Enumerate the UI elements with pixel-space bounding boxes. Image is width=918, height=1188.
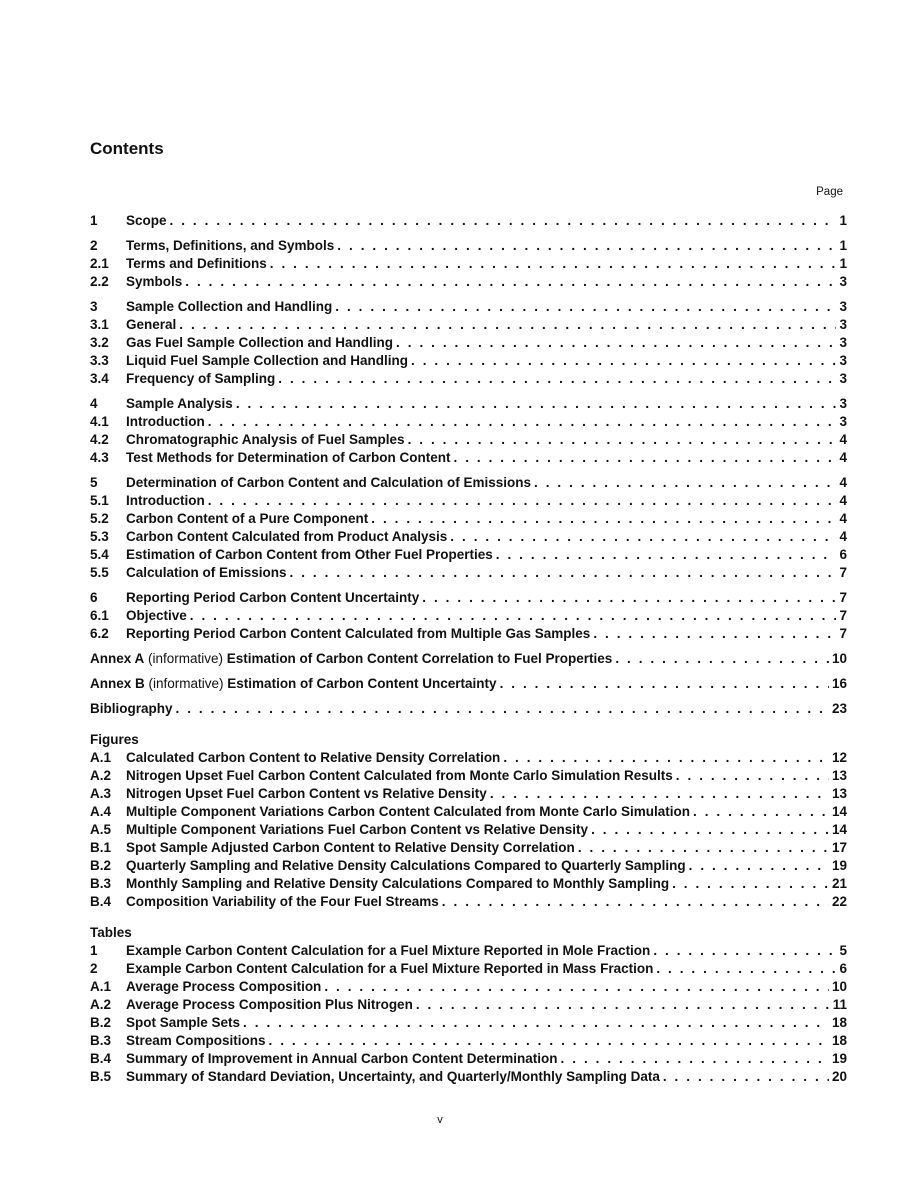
toc-entry-number: 5.4: [90, 547, 109, 562]
toc-entry[interactable]: [90, 607, 847, 625]
toc-entry-page: 14: [831, 804, 847, 819]
toc-entry[interactable]: [90, 510, 847, 528]
page-title: Contents: [90, 139, 164, 158]
toc-entry[interactable]: [90, 431, 847, 449]
toc-entry-title: Objective: [126, 608, 187, 623]
table-of-contents: [90, 212, 847, 1099]
toc-entry-page: 13: [831, 768, 847, 783]
figures-heading: Figures: [90, 732, 139, 747]
toc-entry-number: A.1: [90, 979, 112, 994]
toc-entry[interactable]: [90, 589, 847, 607]
toc-entry[interactable]: [90, 857, 847, 875]
toc-entry-title: Multiple Component Variations Carbon Content Calculated from Monte Carlo Simulation: [126, 804, 691, 819]
toc-entry-number: 5: [90, 475, 98, 490]
dot-leader: [185, 273, 836, 291]
dot-leader: [593, 625, 836, 643]
toc-entry-number: A.4: [90, 804, 112, 819]
toc-entry-page: 7: [839, 590, 847, 605]
toc-bibliography-group: [90, 700, 847, 718]
toc-entry-title: Example Carbon Content Calculation for a Fuel Mixture Reported in Mass Fraction: [126, 961, 654, 976]
toc-entry-title: Test Methods for Determination of Carbon Content: [126, 450, 451, 465]
dot-leader: [615, 650, 829, 668]
toc-entry-page: 19: [831, 1051, 847, 1066]
toc-entry[interactable]: [90, 546, 847, 564]
toc-entry-page: 16: [831, 676, 847, 691]
dot-leader: [208, 492, 837, 510]
toc-entry-number: 2.2: [90, 274, 109, 289]
toc-entry-number: 5.3: [90, 529, 109, 544]
toc-entry-page: 3: [839, 353, 847, 368]
toc-section-group: [90, 395, 847, 467]
toc-entry[interactable]: [90, 413, 847, 431]
toc-entry-title: Sample Collection and Handling: [126, 299, 333, 314]
toc-entry-page: 3: [839, 414, 847, 429]
toc-entry-page: 4: [839, 450, 847, 465]
toc-annex-group: [90, 675, 847, 693]
toc-entry[interactable]: [90, 212, 847, 230]
toc-entry-title: Average Process Composition: [126, 979, 322, 994]
toc-entry-number: B.1: [90, 840, 112, 855]
toc-entry-number: 3.3: [90, 353, 109, 368]
toc-entry-page: 4: [839, 529, 847, 544]
toc-entry-number: 3.1: [90, 317, 109, 332]
dot-leader: [416, 996, 830, 1014]
toc-entry-number: 2: [90, 238, 98, 253]
toc-entry-title: [90, 650, 612, 668]
toc-entry[interactable]: [90, 564, 847, 582]
toc-entry-number: 4.2: [90, 432, 109, 447]
toc-entry-title: Calculation of Emissions: [126, 565, 287, 580]
dot-leader: [490, 785, 829, 803]
toc-entry-title: Gas Fuel Sample Collection and Handling: [126, 335, 394, 350]
toc-entry-title: Stream Compositions: [126, 1033, 266, 1048]
toc-entry-title: Example Carbon Content Calculation for a Fuel Mixture Reported in Mole Fraction: [126, 943, 651, 958]
toc-entry-title: Chromatographic Analysis of Fuel Samples: [126, 432, 405, 447]
toc-entry[interactable]: [90, 978, 847, 996]
toc-entry[interactable]: [90, 370, 847, 388]
annex-label: Annex A: [90, 651, 145, 666]
toc-entry[interactable]: [90, 237, 847, 255]
toc-entry-number: 4: [90, 396, 98, 411]
toc-entry-page: 6: [839, 961, 847, 976]
toc-entry[interactable]: [90, 942, 847, 960]
toc-entry-title: Average Process Composition Plus Nitrogen: [126, 997, 413, 1012]
toc-entry-page: 4: [839, 475, 847, 490]
toc-entry[interactable]: [90, 528, 847, 546]
toc-entry-number: B.4: [90, 1051, 112, 1066]
toc-entry-page: 17: [831, 840, 847, 855]
toc-entry-page: 12: [831, 750, 847, 765]
toc-entry[interactable]: [90, 1068, 847, 1086]
dot-leader: [653, 942, 836, 960]
dot-leader: [672, 875, 829, 893]
toc-entry[interactable]: [90, 1050, 847, 1068]
page-column-label: Page: [816, 186, 843, 198]
toc-entry[interactable]: [90, 625, 847, 643]
dot-leader: [411, 352, 836, 370]
toc-entry-page: 10: [831, 651, 847, 666]
toc-entry-page: 3: [839, 335, 847, 350]
toc-entry[interactable]: [90, 996, 847, 1014]
toc-entry-title: Symbols: [126, 274, 183, 289]
dot-leader: [243, 1014, 829, 1032]
toc-entry-page: 18: [831, 1033, 847, 1048]
toc-entry[interactable]: [90, 675, 847, 693]
toc-entry-page: 19: [831, 858, 847, 873]
toc-entry-title: Spot Sample Sets: [126, 1015, 241, 1030]
dot-leader: [290, 564, 837, 582]
toc-entry[interactable]: [90, 803, 847, 821]
dot-leader: [396, 334, 836, 352]
dot-leader: [500, 675, 829, 693]
toc-entry-page: 3: [839, 371, 847, 386]
toc-entry-title: Reporting Period Carbon Content Calculated from Multiple Gas Samples: [126, 626, 591, 641]
toc-entry-page: 21: [831, 876, 847, 891]
toc-section-group: [90, 474, 847, 582]
toc-entry-title: Nitrogen Upset Fuel Carbon Content Calculated from Monte Carlo Simulation Results: [126, 768, 673, 783]
dot-leader: [503, 749, 829, 767]
toc-entry-page: 20: [831, 1069, 847, 1084]
toc-entry-title: Bibliography: [90, 701, 173, 716]
toc-entry-number: 3.2: [90, 335, 109, 350]
toc-entry[interactable]: [90, 1014, 847, 1032]
dot-leader: [693, 803, 829, 821]
toc-entry-number: B.3: [90, 1033, 112, 1048]
toc-entry-page: 3: [839, 396, 847, 411]
dot-leader: [591, 821, 829, 839]
toc-entry-title: Reporting Period Carbon Content Uncertainty: [126, 590, 420, 605]
footer-page-number: v: [437, 1114, 443, 1126]
dot-leader: [324, 978, 829, 996]
dot-leader: [561, 1050, 829, 1068]
toc-entry-number: 6: [90, 590, 98, 605]
toc-entry-title: Frequency of Sampling: [126, 371, 276, 386]
annex-note: (informative): [144, 651, 227, 666]
toc-entry-number: 2.1: [90, 256, 109, 271]
dot-leader: [176, 700, 829, 718]
toc-entry[interactable]: [90, 449, 847, 467]
toc-entry-page: 6: [839, 547, 847, 562]
dot-leader: [190, 607, 837, 625]
toc-entry-page: 22: [831, 894, 847, 909]
annex-note: (informative): [144, 676, 228, 691]
toc-entry-number: 4.3: [90, 450, 109, 465]
toc-entry-number: 1: [90, 213, 98, 228]
toc-entry-page: 4: [839, 432, 847, 447]
toc-entry[interactable]: [90, 839, 847, 857]
toc-entry-page: 1: [839, 213, 847, 228]
toc-annex-group: [90, 650, 847, 668]
toc-entry-title: Quarterly Sampling and Relative Density Calculations Compared to Quarterly Sampling: [126, 858, 686, 873]
toc-entry-title: Carbon Content Calculated from Product Analysis: [126, 529, 448, 544]
toc-entry[interactable]: [90, 650, 847, 668]
toc-entry-number: B.2: [90, 858, 112, 873]
toc-entry-number: 3.4: [90, 371, 109, 386]
toc-entry-page: 13: [831, 786, 847, 801]
toc-entry-title: Sample Analysis: [126, 396, 233, 411]
dot-leader: [170, 212, 837, 230]
toc-entry[interactable]: [90, 1032, 847, 1050]
dot-leader: [689, 857, 829, 875]
toc-entry[interactable]: [90, 352, 847, 370]
toc-entry[interactable]: [90, 273, 847, 291]
toc-section-group: [90, 237, 847, 291]
toc-entry[interactable]: [90, 316, 847, 334]
toc-entry-title: Summary of Improvement in Annual Carbon Content Determination: [126, 1051, 558, 1066]
toc-entry[interactable]: [90, 395, 847, 413]
toc-entry[interactable]: [90, 700, 847, 718]
toc-entry-page: 3: [839, 317, 847, 332]
toc-entry-page: 18: [831, 1015, 847, 1030]
dot-leader: [278, 370, 836, 388]
toc-entry-number: A.5: [90, 822, 112, 837]
toc-entry-page: 7: [839, 626, 847, 641]
tables-list: [90, 924, 847, 1086]
dot-leader: [236, 395, 837, 413]
toc-entry-number: 1: [90, 943, 98, 958]
toc-entry[interactable]: [90, 298, 847, 316]
toc-entry-title: Liquid Fuel Sample Collection and Handling: [126, 353, 409, 368]
tables-heading: Tables: [90, 925, 132, 940]
toc-entry-page: 10: [831, 979, 847, 994]
toc-entry-title: Nitrogen Upset Fuel Carbon Content vs Relative Density: [126, 786, 487, 801]
annex-label: Annex B: [90, 676, 145, 691]
dot-leader: [578, 839, 829, 857]
annex-title: Estimation of Carbon Content Uncertainty: [227, 676, 497, 691]
dot-leader: [270, 255, 837, 273]
toc-entry-number: B.5: [90, 1069, 112, 1084]
toc-section-group: [90, 589, 847, 643]
toc-entry[interactable]: [90, 492, 847, 510]
dot-leader: [371, 510, 836, 528]
toc-entry-title: [90, 675, 497, 693]
dot-leader: [656, 960, 836, 978]
toc-entry-page: 7: [839, 565, 847, 580]
toc-entry-title: Determination of Carbon Content and Calculation of Emissions: [126, 475, 532, 490]
toc-entry-page: 7: [839, 608, 847, 623]
toc-entry-title: Estimation of Carbon Content from Other Fuel Properties: [126, 547, 493, 562]
toc-entry-title: Introduction: [126, 493, 205, 508]
toc-entry[interactable]: [90, 749, 847, 767]
toc-entry[interactable]: [90, 960, 847, 978]
dot-leader: [179, 316, 836, 334]
toc-entry[interactable]: [90, 893, 847, 911]
toc-entry[interactable]: [90, 255, 847, 273]
toc-entry-number: 5.1: [90, 493, 109, 508]
toc-entry-title: Multiple Component Variations Fuel Carbon Content vs Relative Density: [126, 822, 589, 837]
toc-entry-page: 4: [839, 511, 847, 526]
dot-leader: [335, 298, 836, 316]
toc-entry-number: 6.2: [90, 626, 109, 641]
toc-entry-page: 3: [839, 299, 847, 314]
toc-entry-page: 1: [839, 256, 847, 271]
toc-entry[interactable]: [90, 474, 847, 492]
toc-entry-title: Composition Variability of the Four Fuel Streams: [126, 894, 439, 909]
toc-entry-page: 3: [839, 274, 847, 289]
toc-entry-page: 5: [839, 943, 847, 958]
toc-entry-number: A.3: [90, 786, 112, 801]
toc-entry-number: A.2: [90, 997, 112, 1012]
toc-entry-number: A.1: [90, 750, 112, 765]
toc-entry[interactable]: [90, 821, 847, 839]
dot-leader: [450, 528, 836, 546]
toc-entry-title: Spot Sample Adjusted Carbon Content to Relative Density Correlation: [126, 840, 575, 855]
figures-list: [90, 731, 847, 911]
toc-entry[interactable]: [90, 875, 847, 893]
toc-entry-title: Carbon Content of a Pure Component: [126, 511, 369, 526]
toc-entry-number: 6.1: [90, 608, 109, 623]
toc-section-group: [90, 212, 847, 230]
dot-leader: [663, 1068, 829, 1086]
toc-entry-number: 4.1: [90, 414, 109, 429]
dot-leader: [442, 893, 829, 911]
toc-entry-title: Summary of Standard Deviation, Uncertainty, and Quarterly/Monthly Sampling Data: [126, 1069, 660, 1084]
toc-entry-number: A.2: [90, 768, 112, 783]
dot-leader: [269, 1032, 829, 1050]
toc-entry[interactable]: [90, 334, 847, 352]
toc-entry-number: B.2: [90, 1015, 112, 1030]
toc-entry-title: Introduction: [126, 414, 205, 429]
toc-section-group: [90, 298, 847, 388]
toc-entry-page: 4: [839, 493, 847, 508]
toc-entry-number: 2: [90, 961, 98, 976]
dot-leader: [422, 589, 836, 607]
dot-leader: [676, 767, 829, 785]
toc-entry[interactable]: [90, 785, 847, 803]
toc-entry-title: Monthly Sampling and Relative Density Calculations Compared to Monthly Sampling: [126, 876, 670, 891]
dot-leader: [208, 413, 837, 431]
toc-entry-number: 5.2: [90, 511, 109, 526]
dot-leader: [454, 449, 837, 467]
toc-entry-page: 23: [831, 701, 847, 716]
toc-entry-number: B.4: [90, 894, 112, 909]
toc-entry-page: 14: [831, 822, 847, 837]
toc-entry-title: Scope: [126, 213, 167, 228]
dot-leader: [534, 474, 836, 492]
toc-entry-title: General: [126, 317, 177, 332]
toc-entry-page: 1: [839, 238, 847, 253]
toc-entry-title: Terms, Definitions, and Symbols: [126, 238, 335, 253]
toc-entry-page: 11: [832, 997, 847, 1012]
dot-leader: [496, 546, 837, 564]
toc-entry-number: B.3: [90, 876, 112, 891]
toc-entry-title: Calculated Carbon Content to Relative Density Correlation: [126, 750, 501, 765]
toc-entry[interactable]: [90, 767, 847, 785]
toc-entry-title: Terms and Definitions: [126, 256, 267, 271]
toc-entry-number: 5.5: [90, 565, 109, 580]
toc-entry-number: 3: [90, 299, 98, 314]
dot-leader: [408, 431, 837, 449]
annex-title: Estimation of Carbon Content Correlation to Fuel Properties: [226, 651, 613, 666]
dot-leader: [337, 237, 836, 255]
